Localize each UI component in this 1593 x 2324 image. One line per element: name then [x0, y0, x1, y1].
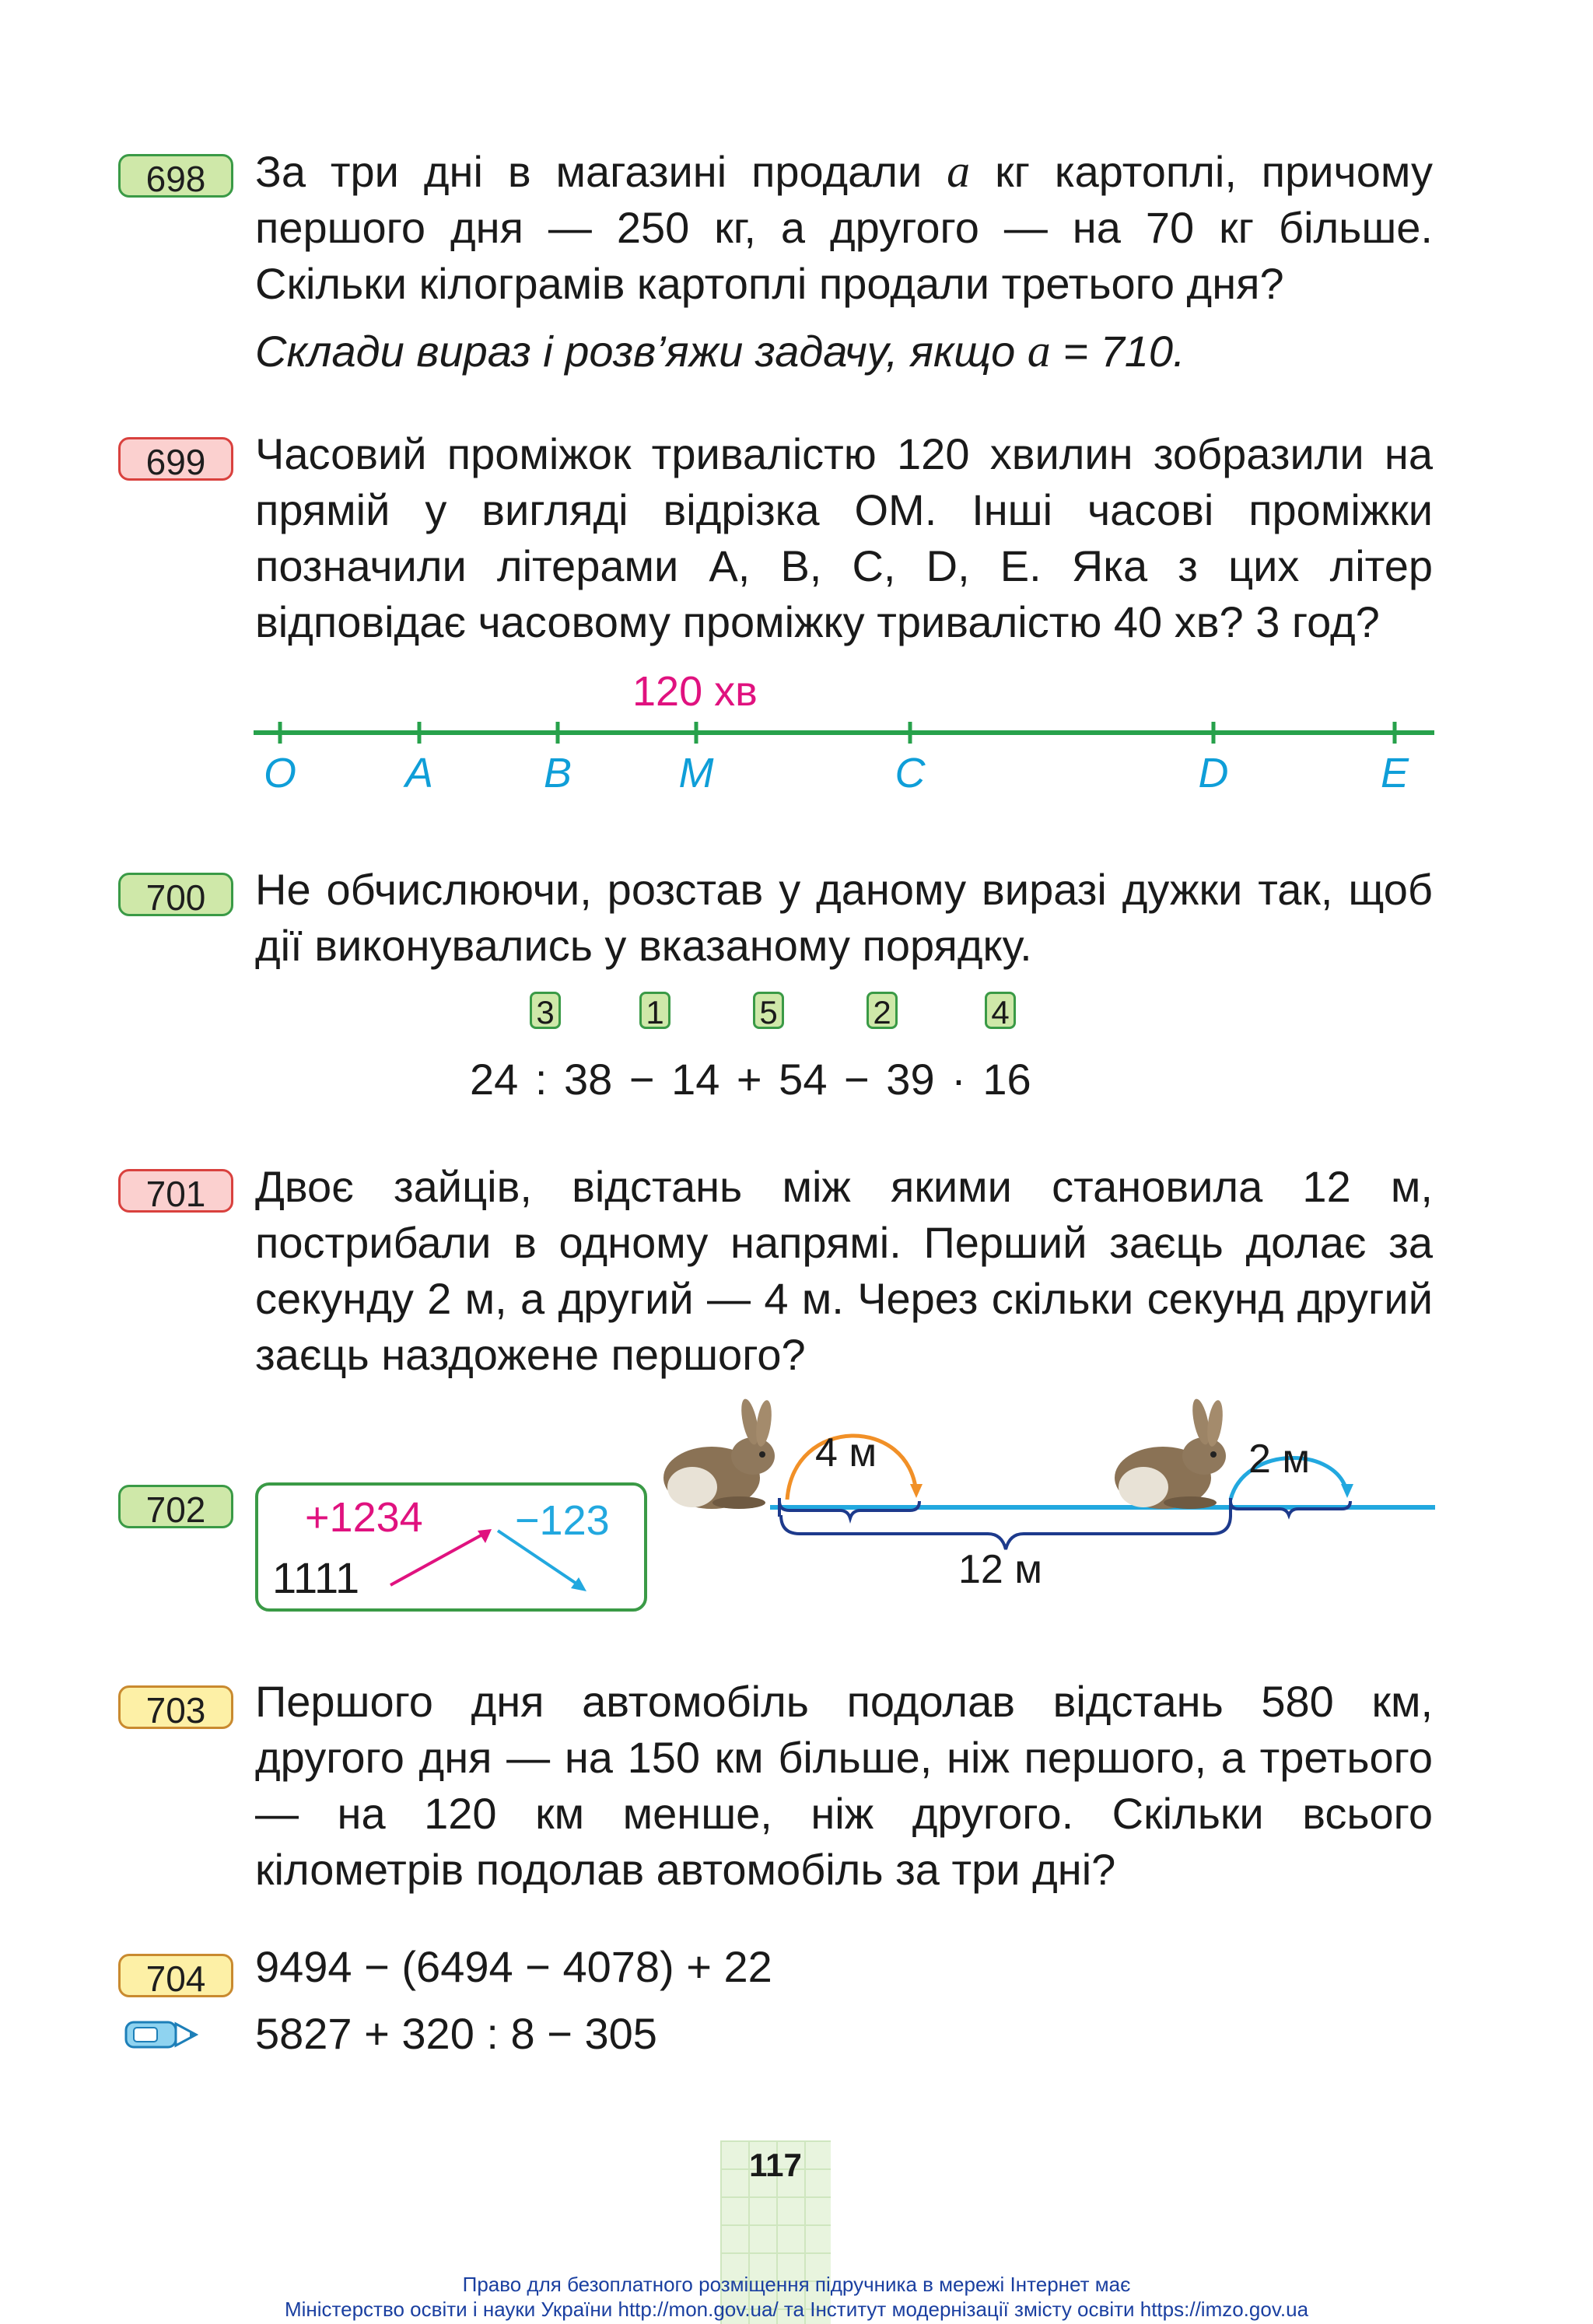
arrow-minus: [498, 1531, 579, 1585]
expression-704-1: 9494 − (6494 − 4078) + 22: [255, 1942, 772, 1991]
problem-number-698: 698: [118, 154, 233, 198]
op-minus: −123: [515, 1497, 610, 1544]
distance-label: 12 м: [958, 1547, 1043, 1592]
jump-label-front: 2 м: [1248, 1437, 1311, 1482]
number-line: [0, 700, 1593, 747]
order-box-5: 4: [985, 992, 1016, 1029]
pencil-icon: [123, 2018, 201, 2052]
problem-700-text: Не обчислюючи, розстав у даному виразі дужки так, щоб дії виконувались у вказаному порядку.: [255, 865, 1433, 970]
segment-label: 120 хв: [632, 668, 758, 715]
order-box-1: 3: [530, 992, 561, 1029]
page-number: 117: [749, 2147, 802, 2183]
problem-698-text: За три дні в магазині продали a кг картоплі, причому першого дня — 250 кг, а другого — на 70 кг більше. Скільки кілограмів картоплі продали третього дня? Склади вираз і розв’яжи задачу, якщо a = 710.: [255, 143, 1433, 380]
problem-699-text: Часовий проміжок тривалістю 120 хвилин зобразили на прямій у вигляді відрізка ОМ. Інші часові проміжки позначили літерами А, В, С, D, E. Яка з цих літер відповідає часовому проміжку тривалістю 40 хв? 3 год?: [255, 429, 1433, 646]
rabbit-rear-icon: [663, 1398, 775, 1509]
problem-number-700: 700: [118, 873, 233, 916]
op-plus: +1234: [305, 1494, 423, 1541]
arrow-plus: [390, 1534, 484, 1585]
point-label-B: B: [543, 750, 572, 796]
point-label-E: E: [1380, 750, 1409, 796]
order-box-4: 2: [867, 992, 898, 1029]
point-label-A: A: [404, 750, 434, 796]
footer-line-2: Міністерство освіти і науки України http://mon.gov.ua/ та Інститут модернізації змісту освіти https://imzo.gov.ua: [284, 2298, 1309, 2321]
expression-700: 24 : 38 − 14 + 54 − 39 · 16: [470, 1055, 1031, 1104]
order-box-3: 5: [753, 992, 784, 1029]
point-label-D: D: [1198, 750, 1229, 796]
chain-arrows: [258, 1486, 644, 1608]
order-box-2: 1: [639, 992, 670, 1029]
footer-line-1: Право для безоплатного розміщення підручника в мережі Інтернет має: [462, 2273, 1131, 2296]
problem-number-703: 703: [118, 1685, 233, 1729]
problem-701-text: Двоє зайців, відстань між якими становила 12 м, пострибали в одному напрямі. Перший заєць долає за секунду 2 м, а другий — 4 м. Через скільки секунд другий заєць наздожене першого?: [255, 1162, 1433, 1379]
brace-distance: [781, 1515, 1231, 1549]
problem-number-701: 701: [118, 1169, 233, 1213]
problem-698-task: Склади вираз і розв’яжи задачу, якщо a = 710.: [255, 325, 1185, 376]
rabbit-illustration: [653, 1384, 1439, 1587]
problem-number-702: 702: [118, 1485, 233, 1528]
problem-number-699: 699: [118, 437, 233, 481]
expression-704-2: 5827 + 320 : 8 − 305: [255, 2009, 657, 2058]
chain-start: 1111: [272, 1553, 360, 1602]
problem-number-704: 704: [118, 1954, 233, 1997]
jump-label-rear: 4 м: [815, 1430, 877, 1475]
rabbit-front-icon: [1115, 1398, 1226, 1509]
point-label-M: M: [678, 750, 714, 796]
chain-box: [255, 1482, 647, 1612]
point-label-O: O: [263, 750, 296, 796]
problem-703-text: Першого дня автомобіль подолав відстань 580 км, другого дня — на 150 км більше, ніж першого, а третього — на 120 км менше, ніж другого. Скільки всього кілометрів подолав автомобіль за три дні?: [255, 1677, 1433, 1894]
point-label-C: C: [895, 750, 926, 796]
